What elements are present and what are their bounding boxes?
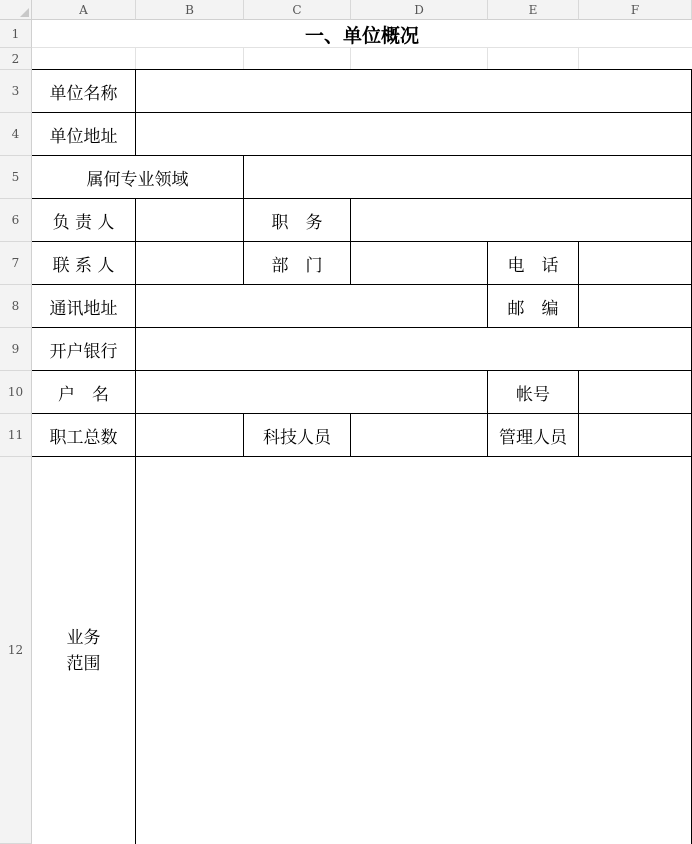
- column-header-b[interactable]: B: [136, 0, 244, 20]
- column-header-e[interactable]: E: [488, 0, 579, 20]
- label-business-scope[interactable]: [32, 457, 136, 844]
- label-unit-name[interactable]: 单位名称: [32, 70, 136, 113]
- column-header-d[interactable]: D: [351, 0, 488, 20]
- row-header-7[interactable]: 7: [0, 242, 32, 285]
- gridline: [487, 48, 488, 70]
- column-header-a[interactable]: A: [32, 0, 136, 20]
- input-mail-address[interactable]: [136, 285, 488, 328]
- gridline: [578, 48, 579, 70]
- input-contact[interactable]: [136, 242, 244, 285]
- label-field[interactable]: 属何专业领域: [32, 156, 244, 199]
- label-account-name[interactable]: 户 名: [32, 371, 136, 414]
- label-phone[interactable]: 电 话: [488, 242, 579, 285]
- input-tech-staff[interactable]: [351, 414, 488, 457]
- gridline: [243, 48, 244, 70]
- row-header-8[interactable]: 8: [0, 285, 32, 328]
- input-person-in-charge[interactable]: [136, 199, 244, 242]
- input-position[interactable]: [351, 199, 692, 242]
- label-tech-staff[interactable]: 科技人员: [244, 414, 351, 457]
- row-header-2[interactable]: 2: [0, 48, 32, 70]
- row-header-4[interactable]: 4: [0, 113, 32, 156]
- input-department[interactable]: [351, 242, 488, 285]
- label-unit-address[interactable]: 单位地址: [32, 113, 136, 156]
- label-staff-total[interactable]: 职工总数: [32, 414, 136, 457]
- label-contact[interactable]: 联 系 人: [32, 242, 136, 285]
- sheet-grid[interactable]: [32, 20, 692, 844]
- row-header-12[interactable]: 12: [0, 457, 32, 844]
- select-all-triangle-icon: [20, 8, 29, 17]
- label-mgmt-staff[interactable]: 管理人员: [488, 414, 579, 457]
- input-bank[interactable]: [136, 328, 692, 371]
- label-department[interactable]: 部 门: [244, 242, 351, 285]
- label-bank[interactable]: 开户银行: [32, 328, 136, 371]
- input-unit-address[interactable]: [136, 113, 692, 156]
- row-header-9[interactable]: 9: [0, 328, 32, 371]
- row-header-11[interactable]: 11: [0, 414, 32, 457]
- input-unit-name[interactable]: [136, 70, 692, 113]
- business-scope-line-1: 业务: [66, 627, 101, 648]
- label-mail-address[interactable]: 通讯地址: [32, 285, 136, 328]
- gridline: [350, 48, 351, 70]
- input-postcode[interactable]: [579, 285, 692, 328]
- row-header-1[interactable]: 1: [0, 20, 32, 48]
- row-header-10[interactable]: 10: [0, 371, 32, 414]
- business-scope-line-2: 范围: [66, 653, 101, 674]
- input-business-scope[interactable]: [136, 457, 692, 844]
- label-postcode[interactable]: 邮 编: [488, 285, 579, 328]
- input-account-no[interactable]: [579, 371, 692, 414]
- column-header-c[interactable]: C: [244, 0, 351, 20]
- select-all-corner[interactable]: [0, 0, 32, 20]
- row-header-3[interactable]: 3: [0, 70, 32, 113]
- page-title[interactable]: 一、单位概况: [304, 24, 419, 47]
- input-field[interactable]: [244, 156, 692, 199]
- row-header-5[interactable]: 5: [0, 156, 32, 199]
- label-position[interactable]: 职 务: [244, 199, 351, 242]
- label-account-no[interactable]: 帐号: [488, 371, 579, 414]
- column-header-f[interactable]: F: [579, 0, 692, 20]
- row-header-6[interactable]: 6: [0, 199, 32, 242]
- input-account-name[interactable]: [136, 371, 488, 414]
- business-scope-text: [67, 625, 101, 677]
- input-staff-total[interactable]: [136, 414, 244, 457]
- input-mgmt-staff[interactable]: [579, 414, 692, 457]
- label-person-in-charge[interactable]: 负 责 人: [32, 199, 136, 242]
- gridline: [135, 48, 136, 70]
- input-phone[interactable]: [579, 242, 692, 285]
